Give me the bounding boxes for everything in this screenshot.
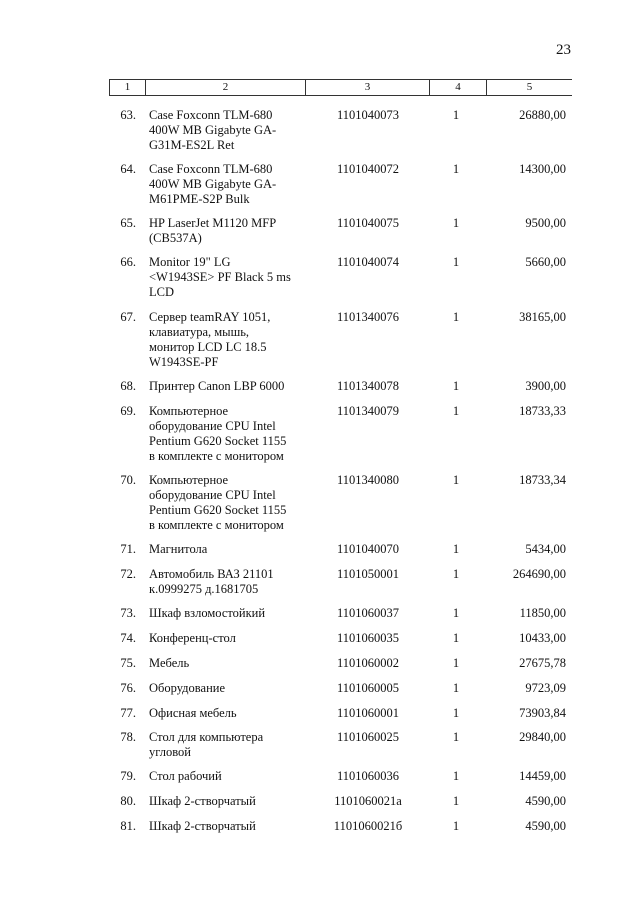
item-name-line: Сервер teamRAY 1051, [149,310,271,324]
item-name-line: Магнитола [149,542,208,556]
value-amount: 26880,00 [519,108,566,122]
row-number: 81. [120,819,136,833]
item-name-line: Pentium G620 Socket 1155 [149,434,287,448]
item-name-line: Case Foxconn TLM-680 [149,108,273,122]
item-name-line: Компьютерное [149,473,229,487]
item-name-line: LCD [149,285,174,299]
inventory-code: 1101040072 [336,162,400,176]
quantity: 1 [452,606,460,620]
row-number: 63. [120,108,136,122]
item-name [149,656,319,671]
header-col-5: 5 [526,81,533,93]
item-name-line: W1943SE-PF [149,355,219,369]
row-number: 72. [120,567,136,581]
item-name-line: Конференц-стол [149,631,236,645]
value-amount: 73903,84 [519,706,566,720]
item-name [149,162,319,207]
item-name-line: оборудование CPU Intel [149,488,276,502]
item-name [149,542,319,557]
inventory-code: 1101060037 [336,606,400,620]
row-number: 77. [120,706,136,720]
header-col-3: 3 [306,80,430,95]
row-number: 66. [120,255,136,269]
inventory-code: 1101340076 [336,310,400,324]
row-number: 73. [120,606,136,620]
item-name [149,606,319,621]
value-amount: 38165,00 [519,310,566,324]
item-name-line: 400W MB Gigabyte GA- [149,123,277,137]
item-name-line: G31M-ES2L Ret [149,138,235,152]
item-name [149,255,319,300]
inventory-code: 1101340079 [336,404,400,418]
row-number: 69. [120,404,136,418]
inventory-code: 1101060021а [334,794,402,808]
quantity: 1 [452,656,460,670]
item-name-line: к.0999275 д.1681705 [149,582,259,596]
value-amount: 4590,00 [525,794,566,808]
header-col-4: 4 [430,80,487,95]
quantity: 1 [452,730,460,744]
item-name-line: монитор LCD LC 18.5 [149,340,267,354]
item-name [149,379,319,394]
value-amount: 5660,00 [525,255,566,269]
inventory-code: 1101340080 [336,473,400,487]
item-name [149,730,319,760]
value-amount: 14459,00 [519,769,566,783]
item-name-line: <W1943SE> PF Black 5 ms [149,270,291,284]
value-amount: 9500,00 [525,216,566,230]
inventory-code: 1101060001 [336,706,400,720]
item-name-line: Офисная мебель [149,706,237,720]
item-name-line: оборудование CPU Intel [149,419,276,433]
item-name-line: 400W MB Gigabyte GA- [149,177,277,191]
value-amount: 29840,00 [519,730,566,744]
header-col-2: 2 [146,80,306,95]
inventory-code: 1101040070 [336,542,400,556]
item-name [149,681,319,696]
item-name [149,216,319,246]
row-number: 67. [120,310,136,324]
item-name-line: Оборудование [149,681,226,695]
quantity: 1 [452,379,460,393]
quantity: 1 [452,769,460,783]
item-name-line: Автомобиль ВАЗ 21101 [149,567,274,581]
item-name-line: Шкаф 2-створчатый [149,794,256,808]
item-name [149,567,319,597]
item-name-line: клавиатура, мышь, [149,325,250,339]
quantity: 1 [452,473,460,487]
quantity: 1 [452,794,460,808]
inventory-code: 1101060025 [336,730,400,744]
row-number: 75. [120,656,136,670]
row-number: 76. [120,681,136,695]
quantity: 1 [452,310,460,324]
row-number: 70. [120,473,136,487]
inventory-code: 1101340078 [336,379,400,393]
inventory-code: 1101060036 [336,769,400,783]
quantity: 1 [452,567,460,581]
inventory-code: 1101040073 [336,108,400,122]
quantity: 1 [452,255,460,269]
item-name [149,108,319,153]
item-name-line: в комплекте с монитором [149,518,284,532]
header-col-1: 1 [110,80,146,95]
item-name [149,794,319,809]
inventory-code: 1101040075 [336,216,400,230]
item-name-line: Компьютерное [149,404,229,418]
row-number: 64. [120,162,136,176]
quantity: 1 [452,681,460,695]
item-name-line: угловой [149,745,191,759]
quantity: 1 [452,404,460,418]
value-amount: 27675,78 [519,656,566,670]
quantity: 1 [452,108,460,122]
item-name-line: Стол рабочий [149,769,222,783]
value-amount: 14300,00 [519,162,566,176]
item-name-line: Мебель [149,656,190,670]
value-amount: 10433,00 [519,631,566,645]
value-amount: 264690,00 [512,567,566,581]
value-amount: 3900,00 [525,379,566,393]
inventory-code: 1101060002 [336,656,400,670]
item-name [149,310,319,370]
page-number: 23 [556,42,571,58]
quantity: 1 [452,216,460,230]
inventory-code: 1101060021б [333,819,403,833]
item-name [149,631,319,646]
row-number: 71. [120,542,136,556]
item-name-line: Monitor 19" LG [149,255,231,269]
value-amount: 11850,00 [519,606,566,620]
inventory-code: 1101040074 [336,255,400,269]
value-amount: 18733,34 [519,473,566,487]
row-number: 80. [120,794,136,808]
item-name [149,706,319,721]
item-name-line: HP LaserJet M1120 MFP [149,216,277,230]
item-name-line: (CB537A) [149,231,202,245]
item-name-line: Case Foxconn TLM-680 [149,162,273,176]
item-name [149,404,319,464]
inventory-code: 1101060035 [336,631,400,645]
item-name-line: в комплекте с монитором [149,449,284,463]
quantity: 1 [452,706,460,720]
row-number: 79. [120,769,136,783]
value-amount: 4590,00 [525,819,566,833]
value-amount: 9723,09 [525,681,566,695]
item-name [149,819,319,834]
item-name [149,473,319,533]
inventory-code: 1101060005 [336,681,400,695]
row-number: 78. [120,730,136,744]
value-amount: 18733,33 [519,404,566,418]
quantity: 1 [452,819,460,833]
table-header [109,79,572,96]
item-name-line: Стол для компьютера [149,730,264,744]
row-number: 65. [120,216,136,230]
item-name-line: M61PME-S2P Bulk [149,192,250,206]
value-amount: 5434,00 [525,542,566,556]
quantity: 1 [452,631,460,645]
row-number: 68. [120,379,136,393]
inventory-code: 1101050001 [336,567,400,581]
item-name-line: Pentium G620 Socket 1155 [149,503,287,517]
item-name-line: Принтер Canon LBP 6000 [149,379,285,393]
item-name-line: Шкаф 2-створчатый [149,819,256,833]
quantity: 1 [452,162,460,176]
quantity: 1 [452,542,460,556]
row-number: 74. [120,631,136,645]
item-name [149,769,319,784]
item-name-line: Шкаф взломостойкий [149,606,266,620]
